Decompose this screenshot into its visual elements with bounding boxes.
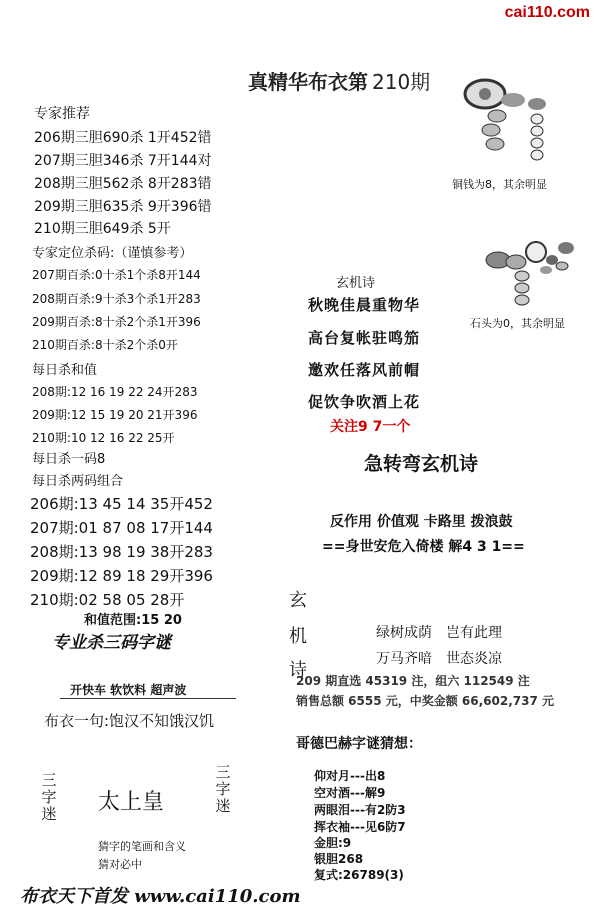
turn-phrase: ==身世安危入倚楼 解4 3 1== [322, 539, 525, 555]
footer: 布衣天下首发 www.cai110.com [20, 886, 301, 907]
goethe-line: 银胆268 [314, 852, 364, 866]
page-title [248, 66, 430, 95]
riddle-right-label: 三字迷 [215, 763, 231, 815]
daily-one-code: 每日杀一码8 [32, 452, 106, 467]
title-text: 真精华布衣第 [248, 70, 368, 94]
xuan-char: 诗 [289, 660, 307, 681]
daily-two-line: 210期:02 58 05 28开 [30, 591, 185, 609]
poem-line: 促饮争吹酒上花 [308, 393, 421, 411]
bar-text: 开快车 软饮料 超声波 [70, 683, 187, 697]
position-kill-heading: 专家定位杀码:（谨慎参考） [32, 246, 193, 261]
riddle-answer: 太上皇 [98, 790, 165, 815]
one-line: 布衣一句:饱汉不知饿汉饥 [44, 712, 215, 730]
expert-line: 207期三胆346杀 7开144对 [34, 153, 212, 169]
poem-line: 秋晚佳晨重物华 [308, 296, 421, 314]
xuan-line: 绿树成荫 岂有此理 [376, 625, 502, 641]
image-caption: 石头为0，其余明显 [470, 317, 565, 330]
goethe-line: 空对酒---解9 [314, 786, 386, 800]
position-kill-line: 208期百杀:9十杀3个杀1开283 [32, 292, 201, 306]
daily-two-line: 207期:01 87 08 17开144 [30, 519, 213, 537]
daily-sum-line: 208期:12 16 19 22 24开283 [32, 385, 198, 399]
expert-line: 210期三胆649杀 5开 [34, 221, 171, 237]
stones-picture [478, 236, 588, 316]
expert-line: 206期三胆690杀 1开452错 [34, 130, 212, 146]
position-kill-line: 209期百杀:8十杀2个杀1开396 [32, 315, 201, 329]
poem-note: 关注9 7一个 [330, 419, 411, 435]
daily-two-line: 208期:13 98 19 38开283 [30, 543, 213, 561]
riddle-tip: 猜对必中 [98, 858, 142, 871]
poem-line: 邀欢任落风前帽 [308, 361, 421, 379]
riddle-tip: 猜字的笔画和含义 [98, 840, 186, 853]
goethe-line: 挥衣袖---见6防7 [314, 820, 406, 834]
daily-sum-heading: 每日杀和值 [32, 363, 98, 378]
turn-title: 急转弯玄机诗 [364, 453, 479, 475]
site-logo[interactable]: cai110.com [504, 4, 590, 21]
goethe-line: 两眼泪---有2防3 [314, 803, 406, 817]
goethe-line: 复式:26789(3) [314, 868, 404, 882]
daily-sum-line: 210期:10 12 16 22 25开 [32, 431, 175, 445]
poem-line: 高台复帐驻鸣笳 [308, 329, 421, 347]
xuan-char: 机 [289, 626, 307, 647]
riddle-left-label: 三字迷 [41, 771, 57, 823]
script-title: 专业杀三码字谜 [52, 633, 171, 653]
xuan-char: 玄 [289, 590, 307, 611]
divider [60, 698, 236, 699]
daily-sum-line: 209期:12 15 19 20 21开396 [32, 408, 198, 422]
expert-heading: 专家推荐 [34, 106, 90, 122]
goethe-heading: 哥德巴赫字谜猜想： [296, 736, 422, 752]
expert-line: 208期三胆562杀 8开283错 [34, 176, 212, 192]
goethe-line: 仰对月---出8 [314, 769, 386, 783]
title-issue: 210期 [372, 70, 431, 94]
expert-line: 209期三胆635杀 9开396错 [34, 199, 212, 215]
coins-beads-picture [455, 74, 575, 174]
daily-two-heading: 每日杀两码组合 [32, 474, 124, 489]
position-kill-line: 207期百杀:0十杀1个杀8开144 [32, 268, 201, 282]
xuan-line: 万马齐喑 世态炎凉 [376, 651, 502, 667]
poem-heading: 玄机诗 [336, 276, 376, 291]
image-caption: 铜钱为8，其余明显 [452, 178, 547, 191]
stats-line: 销售总额 6555 元，中奖金额 66,602,737 元 [296, 694, 555, 708]
stats-line: 209 期直选 45319 注，组六 112549 注 [296, 674, 530, 688]
position-kill-line: 210期百杀:8十杀2个杀0开 [32, 338, 178, 352]
turn-phrase: 反作用 价值观 卡路里 拨浪鼓 [330, 514, 513, 530]
sum-range: 和值范围:15 20 [84, 613, 182, 628]
daily-two-line: 206期:13 45 14 35开452 [30, 495, 213, 513]
daily-two-line: 209期:12 89 18 29开396 [30, 567, 213, 585]
goethe-line: 金胆:9 [314, 836, 352, 850]
